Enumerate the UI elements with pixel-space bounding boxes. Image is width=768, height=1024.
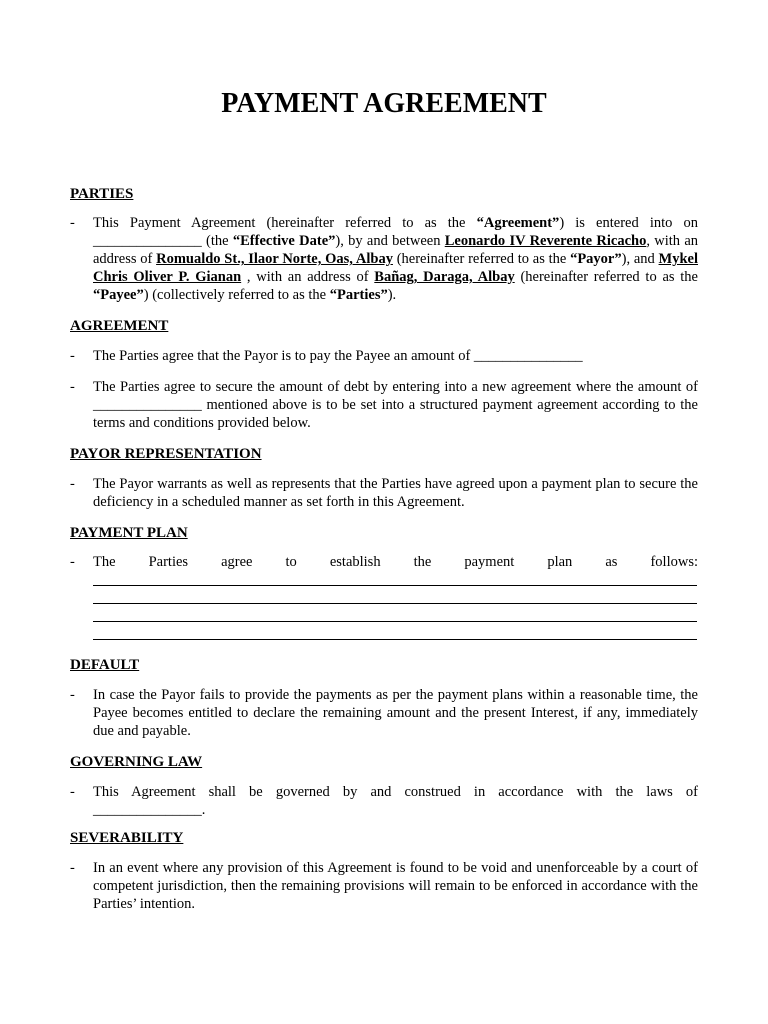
parties-text: This Payment Agreement (hereinafter referred to as the “Agreement”) is entered into on _______________ (the “Effective Date”), by and between Leonardo IV Reverente Ricacho, with an address of Romualdo St., Ilaor Norte, Oas, Albay (hereinafter referred to as the “Payor”), and Mykel Chris Oliver P. Gianan , with an address of Bañag, Daraga, Albay (hereinafter referred to as the “Payee”) (collectively referred to as the “Parties”). [93,215,699,303]
list-dash: - [70,554,75,570]
section-heading-default: DEFAULT [70,657,140,673]
agreement-item-2: - The Parties agree to secure the amount of debt by entering into a new agreement where the amount of _______________ mentioned above is to be set into a structured payment agreement according to the terms and conditions provided below. [70,379,698,431]
section-heading-agreement: AGREEMENT [70,318,169,334]
list-dash: - [70,215,75,231]
payee-name: Mykel Chris Oliver P. Gianan [93,251,699,285]
payment-plan-blank-line [93,603,697,604]
payment-plan-blank-line [93,621,697,622]
list-dash: - [70,379,75,395]
severability-item: - In an event where any provision of this Agreement is found to be void and unenforceable by a court of competent jurisdiction, then the remaining provisions will remain to be enforced in accordance with the Parties’ intention. [70,860,698,912]
payor-name: Leonardo IV Reverente Ricacho [444,233,647,249]
payor-representation-item: - The Payor warrants as well as represents that the Parties have agreed upon a payment plan to secure the deficiency in a scheduled manner as set forth in this Agreement. [70,476,698,510]
list-dash: - [70,860,75,876]
effective-date-blank: _______________ [93,233,202,249]
list-dash: - [70,348,75,364]
parties-clause [70,214,698,304]
section-heading-governing-law: GOVERNING LAW [70,754,203,770]
parties-term: “Parties” [329,287,388,303]
section-heading-severability: SEVERABILITY [70,830,184,846]
governing-law-item: - This Agreement shall be governed by and construed in accordance with the laws of _______________. [70,784,698,818]
list-dash: - [70,687,75,703]
amount-blank: _______________ [473,348,583,364]
payor-term: “Payor” [570,251,622,267]
list-dash: - [70,476,75,492]
payee-address: Bañag, Daraga, Albay [374,269,515,285]
section-heading-payor-representation: PAYOR REPRESENTATION [70,446,262,462]
section-heading-payment-plan: PAYMENT PLAN [70,525,188,541]
agreement-item-1: - The Parties agree that the Payor is to pay the Payee an amount of _______________ [70,348,583,364]
amount-blank: _______________ [93,397,202,413]
list-dash: - [70,784,75,800]
payment-plan-blank-line [93,639,697,640]
payment-plan-item: - The Parties agree to establish the payment plan as follows: [70,554,698,570]
payor-address: Romualdo St., Ilaor Norte, Oas, Albay [156,251,393,267]
laws-blank: _______________ [93,802,202,818]
default-item: - In case the Payor fails to provide the payments as per the payment plans within a reasonable time, the Payee becomes entitled to declare the remaining amount and the present Interest, if any, immediately due and payable. [70,687,698,739]
document-title: PAYMENT AGREEMENT [221,88,547,119]
payment-plan-blank-line [93,585,697,586]
section-heading-parties: PARTIES [70,186,134,202]
agreement-term: “Agreement” [476,215,560,231]
effective-date-term: “Effective Date” [232,233,336,249]
payee-term: “Payee” [93,287,144,303]
